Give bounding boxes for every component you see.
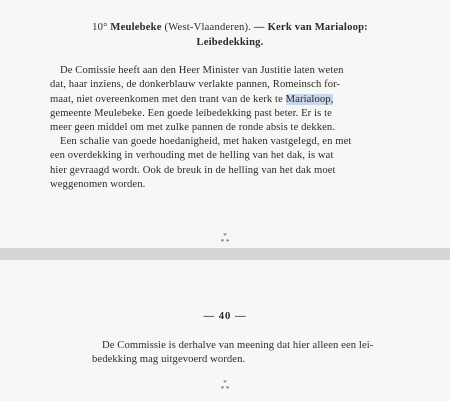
- paragraph-line: gemeente Meulebeke. Een goede leibedekking past beter. Er is te: [50, 107, 332, 119]
- page-number: — 40 —: [203, 311, 247, 322]
- paragraph-line: meer geen middel om met zulke pannen de ronde absis te dekken.: [50, 122, 336, 134]
- paragraph-line: dat, haar inziens, de donkerblauw verlakte pannen, Romeinsch for-: [50, 79, 341, 91]
- paragraph-line: [50, 93, 422, 107]
- highlighted-word[interactable]: Marialoop,: [285, 93, 334, 105]
- entry-dash: —: [253, 22, 265, 33]
- paragraph-line: De Comissie heeft aan den Heer Minister van Justitie laten weten: [60, 65, 344, 76]
- paragraph-1: [50, 64, 422, 135]
- entry-church: Kerk van Marialoop:: [267, 22, 368, 33]
- paragraph-3: [92, 339, 422, 368]
- paragraph-2: [50, 135, 422, 192]
- paragraph-line-text: maat, niet overeenkomen met den trant van de kerk te: [50, 93, 286, 105]
- page-gap: [0, 248, 450, 260]
- paragraph-line: Een schalie van goede hoedanigheid, met haken vastgelegd, en met: [60, 136, 352, 147]
- entry-number: 10°: [92, 22, 108, 33]
- entry-heading: [30, 20, 430, 35]
- entry-subject-line: [30, 35, 430, 50]
- paragraph-line: hier gevraagd wordt. Ook de breuk in de helling van het dak moet: [50, 164, 336, 176]
- asterism-ornament: * * *: [220, 379, 230, 393]
- entry-subject: Leibedekking.: [196, 37, 264, 48]
- entry-place: Meulebeke: [110, 22, 162, 33]
- paragraph-line: weggenomen worden.: [50, 178, 146, 190]
- paragraph-line: De Commissie is derhalve van meening dat hier alleen een lei-: [102, 340, 374, 351]
- entry-region: (West-Vlaanderen).: [164, 22, 252, 33]
- asterism-ornament: * * *: [220, 232, 230, 246]
- paragraph-line: een overdekking in verhouding met de helling van het dak, is wat: [50, 150, 334, 162]
- paragraph-line: bedekking mag uitgevoerd worden.: [92, 354, 246, 366]
